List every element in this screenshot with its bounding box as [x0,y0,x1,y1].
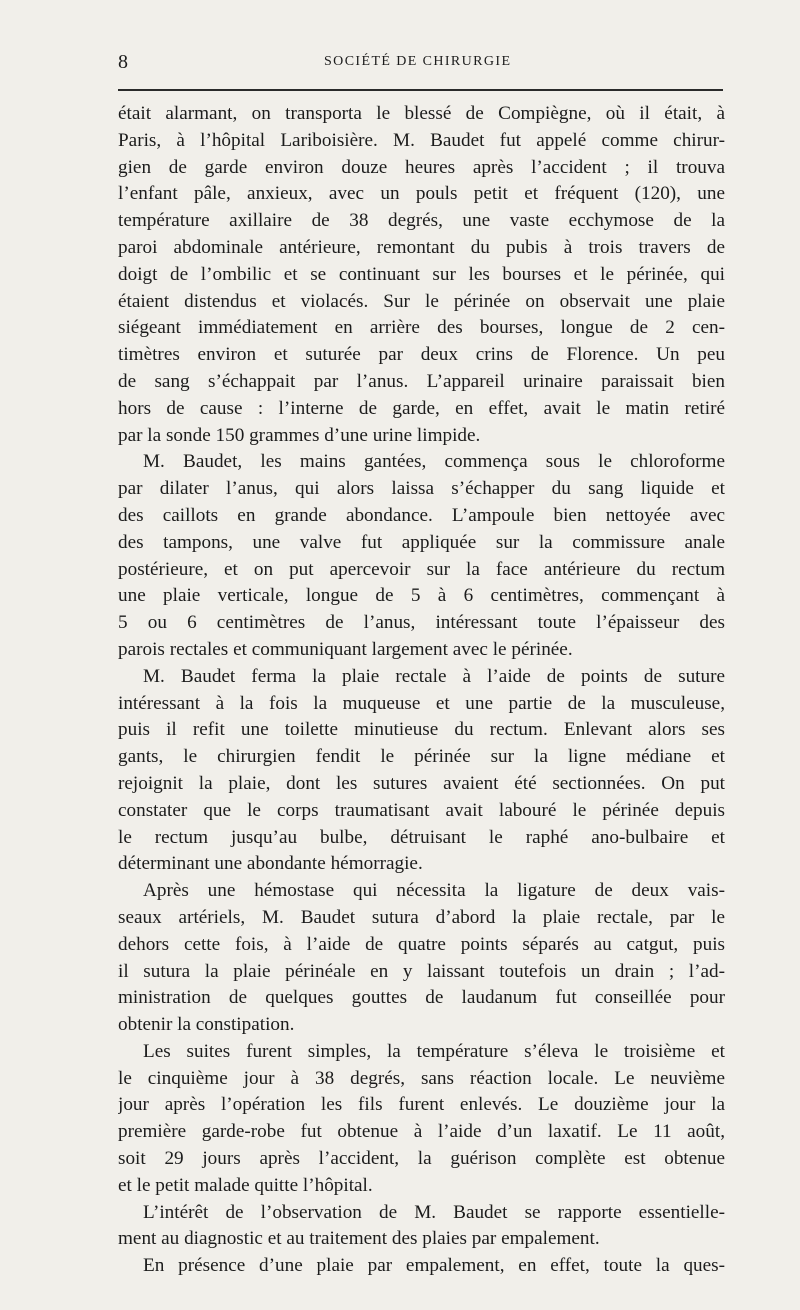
text-line: doigt de l’ombilic et se continuant sur les bourses et le périnée, qui [118,263,725,285]
text-line: jour après l’opération les fils furent enlevés. Le douzième jour la [118,1094,725,1116]
text-line: et le petit malade quitte l’hôpital. [118,1174,373,1196]
text-line: gien de garde environ douze heures après l’accident ; il trouva [118,156,725,178]
text-line: M. Baudet ferma la plaie rectale à l’aide de points de suture [143,665,725,687]
text-line: gants, le chirurgien fendit le périnée sur la ligne médiane et [118,746,725,768]
text-line: parois rectales et communiquant largement avec le périnée. [118,638,573,660]
text-line: Après une hémostase qui nécessita la ligature de deux vais- [143,880,725,902]
text-line: des tampons, une valve fut appliquée sur la commissure anale [118,531,725,553]
text-line: 5 ou 6 centimètres de l’anus, intéressant toute l’épaisseur des [118,612,725,634]
text-line: L’intérêt de l’observation de M. Baudet se rapporte essentielle- [143,1201,725,1223]
text-line: par la sonde 150 grammes d’une urine limpide. [118,424,481,446]
text-line: il sutura la plaie périnéale en y laissant toutefois un drain ; l’ad- [118,960,725,982]
text-line: par dilater l’anus, qui alors laissa s’échapper du sang liquide et [118,478,725,500]
running-title: SOCIÉTÉ DE CHIRURGIE [324,54,512,69]
page-number: 8 [118,51,128,73]
text-line: hors de cause : l’interne de garde, en effet, avait le matin retiré [118,397,725,419]
text-line: rejoignit la plaie, dont les sutures avaient été sectionnées. On put [118,772,725,794]
running-head [118,50,723,74]
text-line: soit 29 jours après l’accident, la guérison complète est obtenue [118,1148,725,1170]
text-line: timètres environ et suturée par deux crins de Florence. Un peu [118,344,725,366]
text-line: une plaie verticale, longue de 5 à 6 centimètres, commençant à [118,585,725,607]
text-line: postérieure, et on put apercevoir sur la face antérieure du rectum [118,558,725,580]
text-line: le cinquième jour à 38 degrés, sans réaction locale. Le neuvième [118,1067,725,1089]
text-line: paroi abdominale antérieure, remontant du pubis à trois travers de [118,236,725,258]
text-line: Les suites furent simples, la température s’éleva le troisième et [143,1040,725,1062]
text-line: intéressant à la fois la muqueuse et une partie de la musculeuse, [118,692,725,714]
text-line: Paris, à l’hôpital Lariboisière. M. Baudet fut appelé comme chirur- [118,129,725,151]
text-line: déterminant une abondante hémorragie. [118,853,423,875]
text-line: de sang s’échappait par l’anus. L’appareil urinaire paraissait bien [118,370,725,392]
text-line: constater que le corps traumatisant avait labouré le périnée depuis [118,799,725,821]
text-line: puis il refit une toilette minutieuse du rectum. Enlevant alors ses [118,719,725,741]
text-line: ministration de quelques gouttes de laudanum fut conseillée pour [118,987,725,1009]
body-text [118,101,725,1280]
text-line: ment au diagnostic et au traitement des plaies par empalement. [118,1228,600,1250]
text-line: des caillots en grande abondance. L’ampoule bien nettoyée avec [118,504,725,526]
text-line: l’enfant pâle, anxieux, avec un pouls petit et fréquent (120), une [118,183,725,205]
text-line: le rectum jusqu’au bulbe, détruisant le raphé ano-bulbaire et [118,826,725,848]
text-line: En présence d’une plaie par empalement, en effet, toute la ques- [143,1255,725,1277]
text-line: dehors cette fois, à l’aide de quatre points séparés au catgut, puis [118,933,725,955]
text-line: température axillaire de 38 degrés, une vaste ecchymose de la [118,210,725,232]
text-line: première garde-robe fut obtenue à l’aide d’un laxatif. Le 11 août, [118,1121,725,1143]
text-line: obtenir la constipation. [118,1014,295,1036]
text-line: siégeant immédiatement en arrière des bourses, longue de 2 cen- [118,317,725,339]
header-rule [118,89,723,91]
text-line: M. Baudet, les mains gantées, commença sous le chloroforme [143,451,725,473]
text-line: seaux artériels, M. Baudet sutura d’abord la plaie rectale, par le [118,906,725,928]
text-line: étaient distendus et violacés. Sur le périnée on observait une plaie [118,290,725,312]
text-line: était alarmant, on transporta le blessé de Compiègne, où il était, à [118,103,725,124]
